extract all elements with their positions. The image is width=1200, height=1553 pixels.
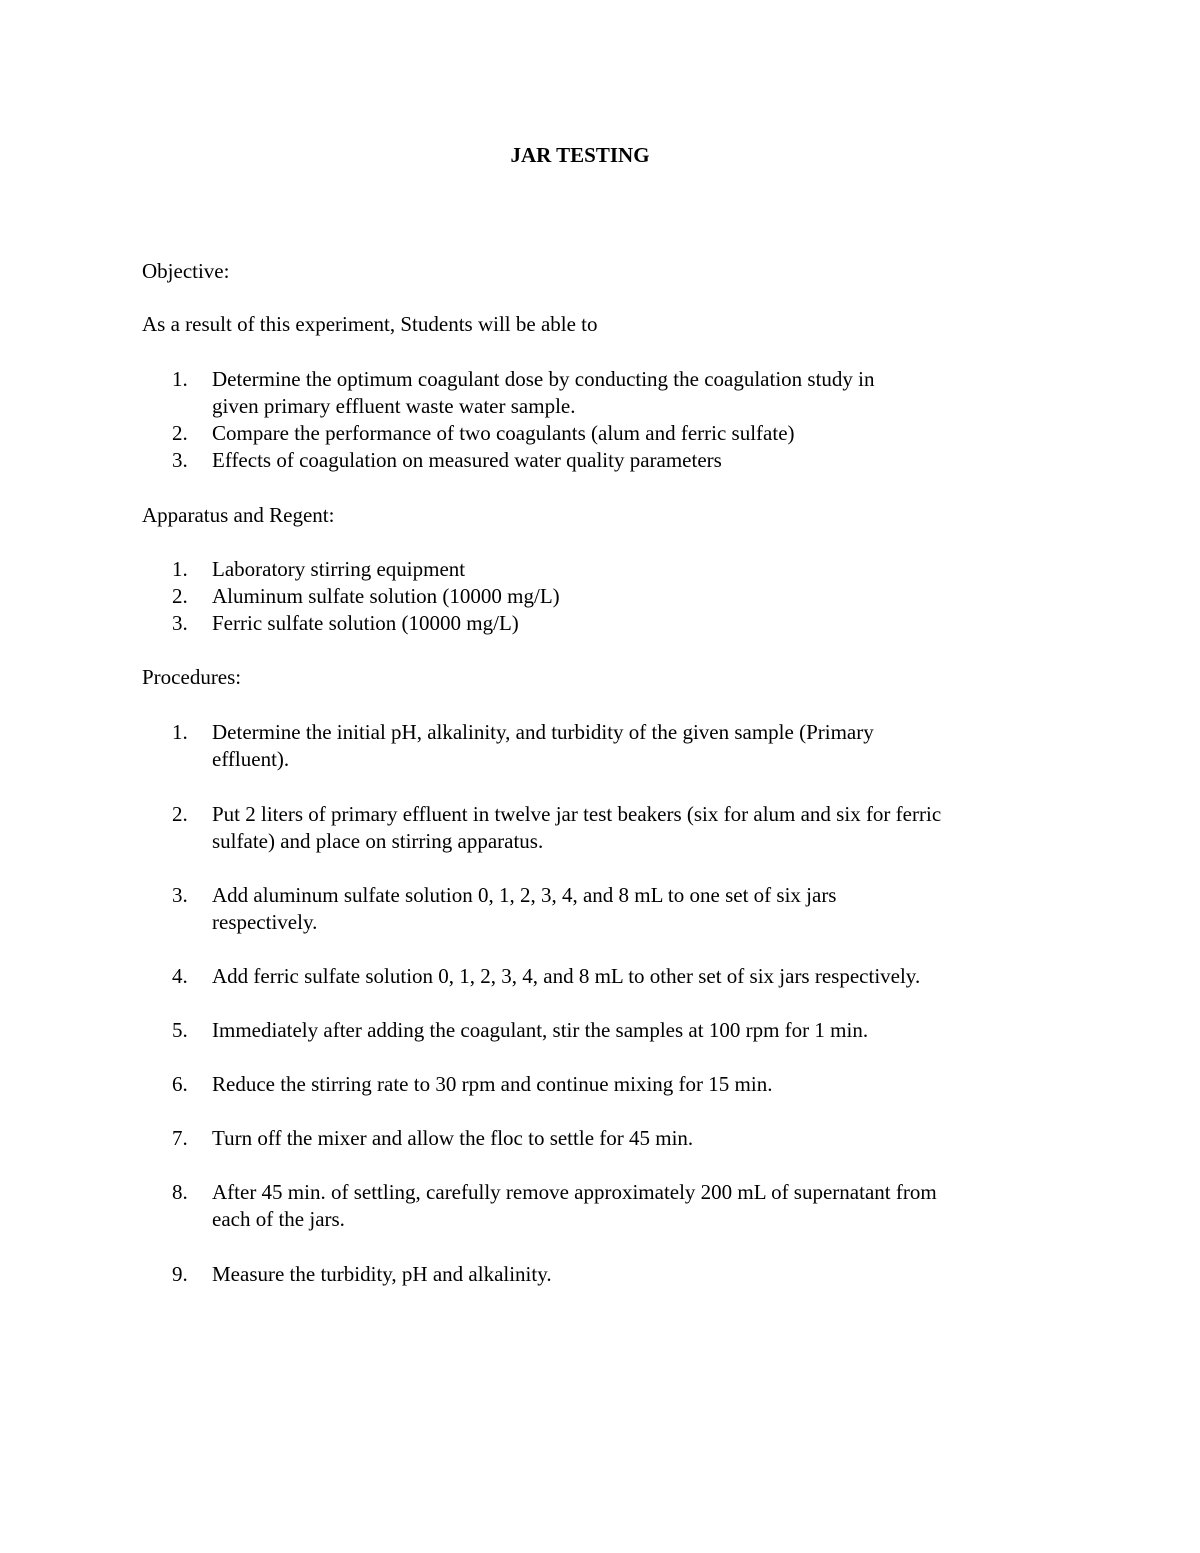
objective-intro: As a result of this experiment, Students will be able to	[142, 312, 598, 336]
item-line: Determine the optimum coagulant dose by conducting the coagulation study in	[212, 367, 875, 391]
item-text	[212, 447, 1032, 474]
step-line: respectively.	[212, 910, 318, 934]
step-number: 7.	[172, 1126, 188, 1150]
item-number: 2.	[172, 584, 188, 608]
step-line: sulfate) and place on stirring apparatus.	[212, 829, 544, 853]
procedures-heading: Procedures:	[142, 665, 242, 689]
step-line: Determine the initial pH, alkalinity, and turbidity of the given sample (Primary	[212, 720, 874, 744]
step-text	[212, 1179, 1032, 1233]
step-text	[212, 801, 1032, 855]
item-text	[212, 556, 1032, 583]
item-number: 1.	[172, 557, 188, 581]
item-number: 3.	[172, 448, 188, 472]
item-line: Compare the performance of two coagulants (alum and ferric sulfate)	[212, 421, 795, 445]
item-line: Effects of coagulation on measured water quality parameters	[212, 448, 722, 472]
step-line: After 45 min. of settling, carefully remove approximately 200 mL of supernatant from	[212, 1180, 937, 1204]
step-number: 3.	[172, 883, 188, 907]
step-number: 1.	[172, 720, 188, 744]
step-line: Put 2 liters of primary effluent in twelve jar test beakers (six for alum and six for ferric	[212, 802, 942, 826]
step-number: 5.	[172, 1018, 188, 1042]
step-line: Add aluminum sulfate solution 0, 1, 2, 3, 4, and 8 mL to one set of six jars	[212, 883, 837, 907]
step-text	[212, 963, 1032, 990]
item-text	[212, 583, 1032, 610]
apparatus-heading: Apparatus and Regent:	[142, 503, 335, 527]
step-line: effluent).	[212, 747, 290, 771]
step-text	[212, 1017, 1032, 1044]
step-line: Measure the turbidity, pH and alkalinity.	[212, 1262, 552, 1286]
step-line: Immediately after adding the coagulant, stir the samples at 100 rpm for 1 min.	[212, 1018, 869, 1042]
step-text	[212, 1125, 1032, 1152]
item-line: given primary effluent waste water sample.	[212, 394, 576, 418]
item-number: 1.	[172, 367, 188, 391]
item-line: Laboratory stirring equipment	[212, 557, 466, 581]
step-number: 6.	[172, 1072, 188, 1096]
step-line: Add ferric sulfate solution 0, 1, 2, 3, 4, and 8 mL to other set of six jars respectively.	[212, 964, 921, 988]
item-text	[212, 366, 1032, 420]
step-text	[212, 719, 1032, 773]
item-text	[212, 610, 1032, 637]
step-text	[212, 882, 1032, 936]
step-line: Turn off the mixer and allow the floc to settle for 45 min.	[212, 1126, 694, 1150]
item-line: Aluminum sulfate solution (10000 mg/L)	[212, 584, 560, 608]
step-number: 8.	[172, 1180, 188, 1204]
step-text	[212, 1261, 1032, 1288]
step-text	[212, 1071, 1032, 1098]
item-number: 2.	[172, 421, 188, 445]
objective-heading: Objective:	[142, 259, 230, 283]
step-line: each of the jars.	[212, 1207, 345, 1231]
step-number: 4.	[172, 964, 188, 988]
item-number: 3.	[172, 611, 188, 635]
item-line: Ferric sulfate solution (10000 mg/L)	[212, 611, 519, 635]
step-number: 2.	[172, 802, 188, 826]
step-line: Reduce the stirring rate to 30 rpm and continue mixing for 15 min.	[212, 1072, 773, 1096]
item-text	[212, 420, 1032, 447]
step-number: 9.	[172, 1262, 188, 1286]
document-title: JAR TESTING	[510, 143, 650, 167]
